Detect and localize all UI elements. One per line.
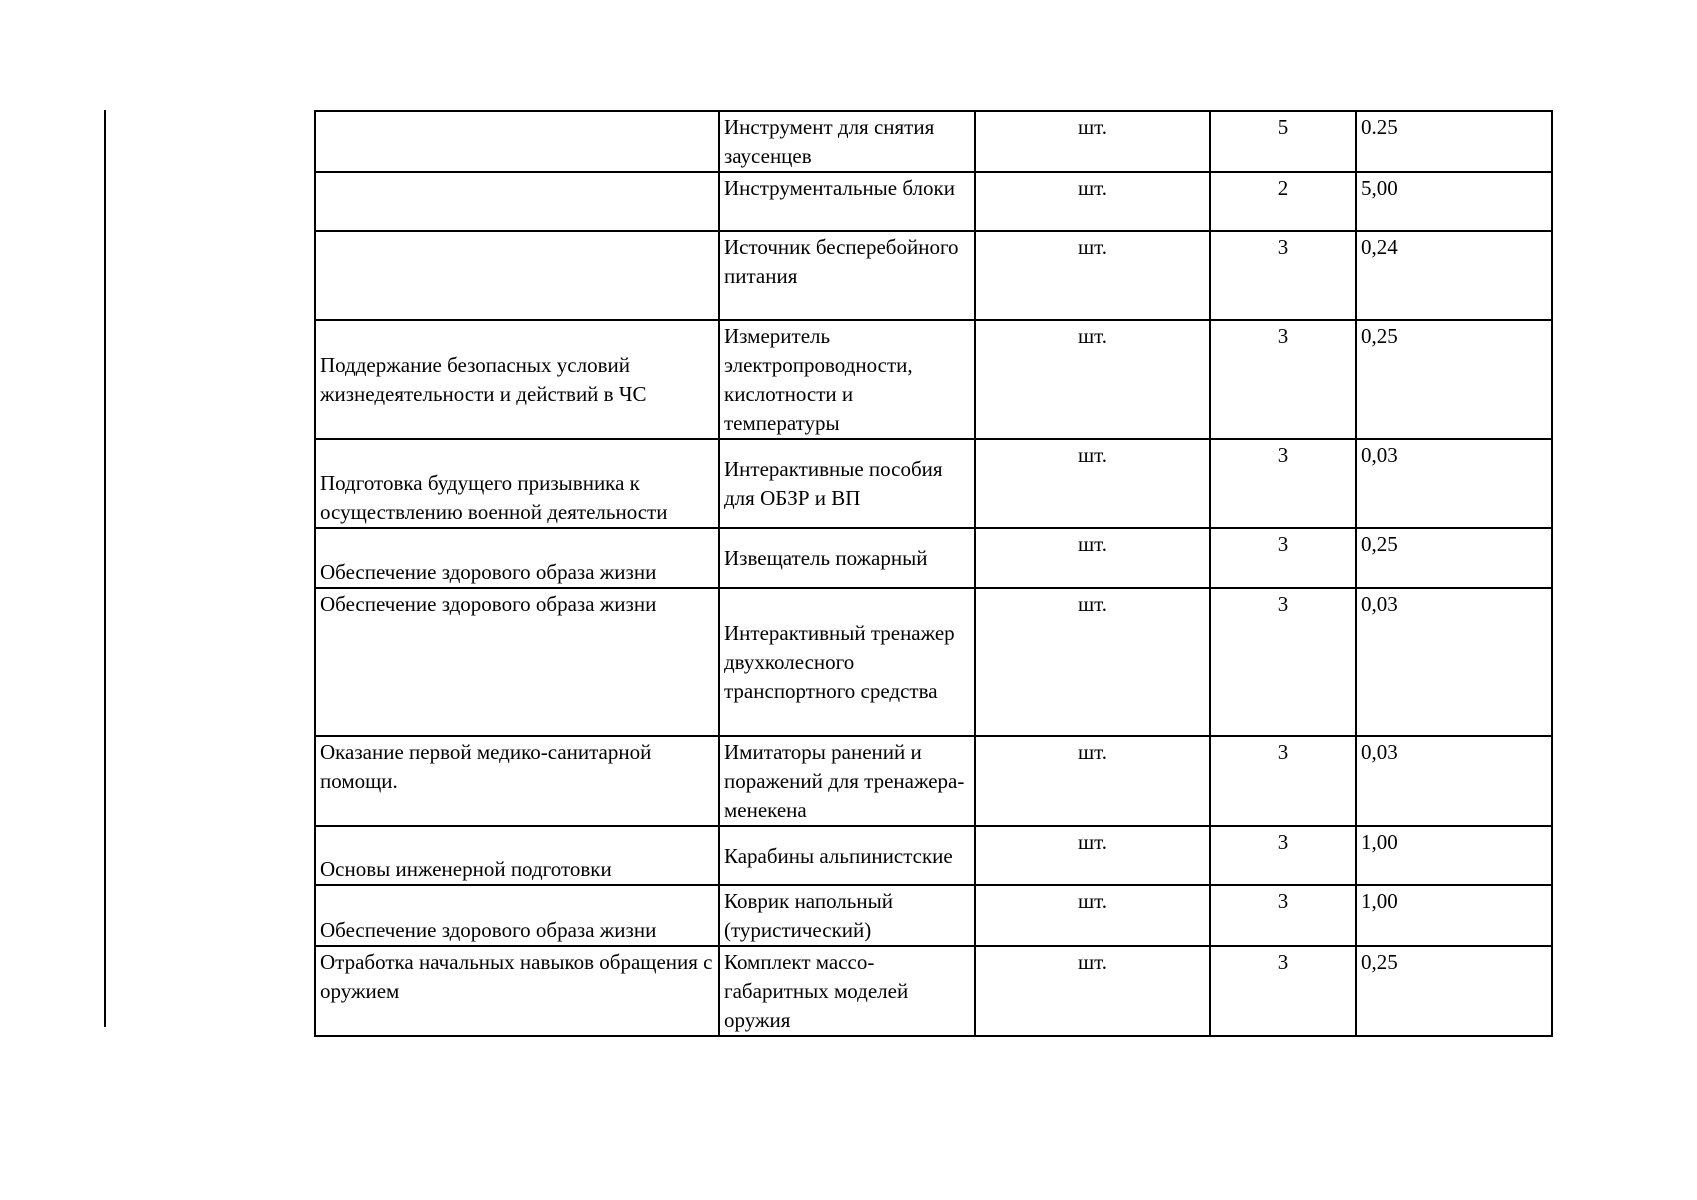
table-row [315, 736, 1552, 826]
quantity-cell: 3 [1210, 885, 1356, 946]
table-row [315, 946, 1552, 1036]
quantity-cell: 3 [1210, 528, 1356, 588]
unit-cell: шт. [975, 172, 1210, 231]
table-row [315, 826, 1552, 885]
unit-cell: шт. [975, 736, 1210, 826]
topic-cell: Обеспечение здорового образа жизни [315, 528, 719, 588]
value-cell: 0,24 [1356, 231, 1552, 320]
quantity-cell: 3 [1210, 588, 1356, 736]
unit-cell: шт. [975, 826, 1210, 885]
item-name-cell: Карабины альпинистские [719, 826, 975, 885]
topic-cell: Оказание первой медико-санитарной помощи. [315, 736, 719, 826]
value-cell: 0,03 [1356, 736, 1552, 826]
topic-cell [315, 111, 719, 172]
page-margin-line [104, 110, 106, 1027]
table-row [315, 320, 1552, 439]
table-row [315, 528, 1552, 588]
item-name-cell: Интерактивный тренажер двухколесного транспортного средства [719, 588, 975, 736]
unit-cell: шт. [975, 946, 1210, 1036]
topic-cell: Основы инженерной подготовки [315, 826, 719, 885]
unit-cell: шт. [975, 588, 1210, 736]
quantity-cell: 2 [1210, 172, 1356, 231]
unit-cell: шт. [975, 528, 1210, 588]
item-name-cell: Источник бесперебойного питания [719, 231, 975, 320]
topic-cell [315, 231, 719, 320]
item-name-cell: Имитаторы ранений и поражений для тренажера-менекена [719, 736, 975, 826]
value-cell: 5,00 [1356, 172, 1552, 231]
quantity-cell: 3 [1210, 736, 1356, 826]
item-name-cell: Извещатель пожарный [719, 528, 975, 588]
topic-cell: Отработка начальных навыков обращения с оружием [315, 946, 719, 1036]
unit-cell: шт. [975, 439, 1210, 528]
table-row [315, 172, 1552, 231]
unit-cell: шт. [975, 231, 1210, 320]
value-cell: 0,25 [1356, 946, 1552, 1036]
quantity-cell: 3 [1210, 826, 1356, 885]
value-cell: 0,03 [1356, 439, 1552, 528]
item-name-cell: Интерактивные пособия для ОБЗР и ВП [719, 439, 975, 528]
table-row [315, 231, 1552, 320]
unit-cell: шт. [975, 885, 1210, 946]
item-name-cell: Коврик напольный (туристический) [719, 885, 975, 946]
table-row [315, 111, 1552, 172]
value-cell: 0,03 [1356, 588, 1552, 736]
quantity-cell: 5 [1210, 111, 1356, 172]
topic-cell: Обеспечение здорового образа жизни [315, 588, 719, 736]
value-cell: 0,25 [1356, 320, 1552, 439]
quantity-cell: 3 [1210, 439, 1356, 528]
topic-cell: Поддержание безопасных условий жизнедеятельности и действий в ЧС [315, 320, 719, 439]
unit-cell: шт. [975, 320, 1210, 439]
value-cell: 0,25 [1356, 528, 1552, 588]
quantity-cell: 3 [1210, 231, 1356, 320]
value-cell: 1,00 [1356, 885, 1552, 946]
table-row [315, 439, 1552, 528]
topic-cell: Обеспечение здорового образа жизни [315, 885, 719, 946]
item-name-cell: Инструментальные блоки [719, 172, 975, 231]
quantity-cell: 3 [1210, 946, 1356, 1036]
item-name-cell: Инструмент для снятия заусенцев [719, 111, 975, 172]
item-name-cell: Измеритель электропроводности, кислотности и температуры [719, 320, 975, 439]
item-name-cell: Комплект массо-габаритных моделей оружия [719, 946, 975, 1036]
table-row [315, 885, 1552, 946]
value-cell: 1,00 [1356, 826, 1552, 885]
topic-cell: Подготовка будущего призывника к осуществлению военной деятельности [315, 439, 719, 528]
equipment-table [314, 110, 1553, 1037]
value-cell: 0.25 [1356, 111, 1552, 172]
table-row [315, 588, 1552, 736]
quantity-cell: 3 [1210, 320, 1356, 439]
unit-cell: шт. [975, 111, 1210, 172]
topic-cell [315, 172, 719, 231]
